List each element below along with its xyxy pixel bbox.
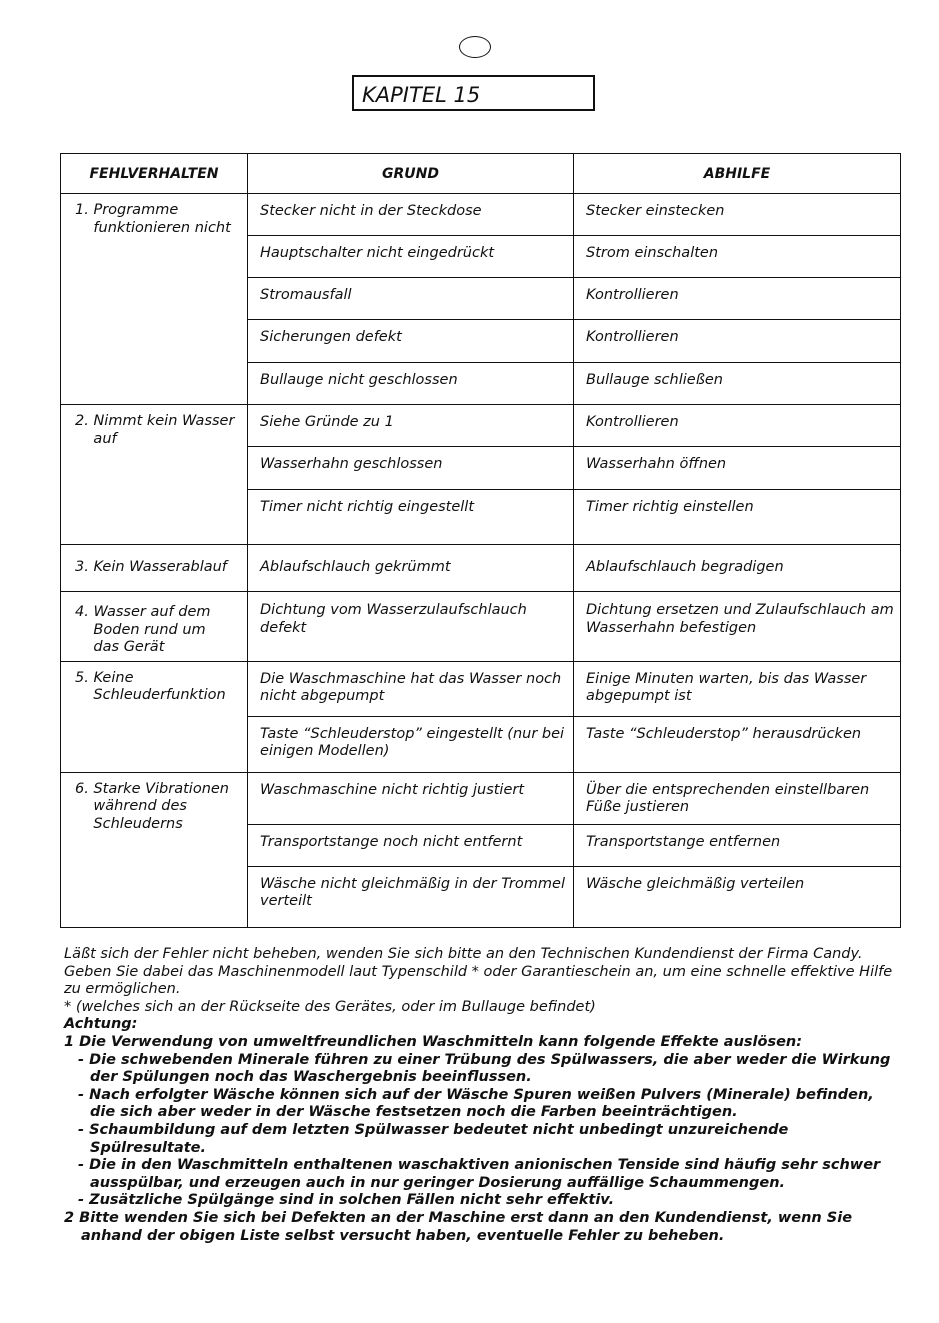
cause-cell: Stromausfall (248, 278, 574, 320)
symptom-cell (61, 405, 248, 545)
notes-section (64, 946, 904, 1245)
remedy-cell: Kontrollieren (574, 320, 901, 363)
remedy-cell: Kontrollieren (574, 405, 901, 447)
table-row (61, 545, 901, 592)
cause-cell: Timer nicht richtig eingestellt (248, 490, 574, 545)
symptom-text: 1. Programme funktionieren nicht (75, 202, 231, 236)
troubleshooting-table (60, 153, 901, 928)
cause-cell: Die Waschmaschine hat das Wasser noch nicht abgepumpt (248, 661, 574, 716)
remedy-cell: Ablaufschlauch begradigen (574, 545, 901, 592)
remedy-cell: Timer richtig einstellen (574, 490, 901, 545)
attention-title: Achtung: (64, 1016, 138, 1033)
remedy-cell: Taste “Schleuderstop” herausdrücken (574, 716, 901, 772)
country-oval-mark (459, 36, 491, 58)
cause-cell: Wäsche nicht gleichmäßig in der Trommel verteilt (248, 866, 574, 927)
remedy-cell: Wäsche gleichmäßig verteilen (574, 866, 901, 927)
symptom-cell (61, 661, 248, 772)
symptom-text: 2. Nimmt kein Wasser auf (75, 413, 235, 447)
symptom-cell (61, 592, 248, 662)
cause-cell: Wasserhahn geschlossen (248, 447, 574, 490)
column-header-symptom: FEHLVERHALTEN (61, 154, 248, 194)
cause-cell: Taste “Schleuderstop” eingestellt (nur bei einigen Modellen) (248, 716, 574, 772)
table-row (61, 405, 901, 447)
cause-cell: Ablaufschlauch gekrümmt (248, 545, 574, 592)
cause-cell: Hauptschalter nicht eingedrückt (248, 236, 574, 278)
symptom-text: 6. Starke Vibrationen während des Schleuderns (75, 780, 229, 832)
attention-item-1: 1 Die Verwendung von umweltfreundlichen Waschmitteln kann folgende Effekte auslösen: (64, 1033, 803, 1050)
table-row (61, 772, 901, 824)
cause-cell: Stecker nicht in der Steckdose (248, 194, 574, 236)
symptom-text: 3. Kein Wasserablauf (75, 559, 227, 575)
cause-cell: Transportstange noch nicht entfernt (248, 824, 574, 866)
remedy-cell: Kontrollieren (574, 278, 901, 320)
column-header-remedy: ABHILFE (574, 154, 901, 194)
remedy-cell: Über die entsprechenden einstellbaren Füße justieren (574, 772, 901, 824)
symptom-cell (61, 772, 248, 927)
cause-cell: Bullauge nicht geschlossen (248, 363, 574, 405)
table-row (61, 661, 901, 716)
table-row (61, 592, 901, 662)
attention-bullet: - Zusätzliche Spülgänge sind in solchen Fällen nicht sehr effektiv. (78, 1192, 615, 1209)
symptom-cell (61, 194, 248, 405)
chapter-title: KAPITEL 15 (352, 75, 595, 111)
remedy-cell: Einige Minuten warten, bis das Wasser abgepumpt ist (574, 661, 901, 716)
table-header-row (61, 154, 901, 194)
remedy-cell: Transportstange entfernen (574, 824, 901, 866)
attention-bullet: - Die in den Waschmitteln enthaltenen waschaktiven anionischen Tenside sind häufig sehr schwer ausspülbar, und erzeugen auch in nur geringer Dosierung auffällige Schaummengen. (78, 1157, 881, 1191)
remedy-cell: Wasserhahn öffnen (574, 447, 901, 490)
intro-paragraph: Läßt sich der Fehler nicht beheben, wenden Sie sich bitte an den Technischen Kundendienst der Firma Candy. Geben Sie dabei das Maschinenmodell laut Typenschild * oder Garantieschein an, um eine schnelle effektive Hilfe zu ermöglichen. (64, 946, 893, 998)
symptom-text: 4. Wasser auf dem Boden rund um das Gerät (75, 604, 211, 655)
attention-item-2: 2 Bitte wenden Sie sich bei Defekten an der Maschine erst dann an den Kundendienst, wenn Sie anhand der obigen Liste selbst versucht haben, eventuelle Fehler zu beheben. (64, 1209, 853, 1244)
cause-cell: Siehe Gründe zu 1 (248, 405, 574, 447)
attention-bullet: - Schaumbildung auf dem letzten Spülwasser bedeutet nicht unbedingt unzureichende Spülresultate. (78, 1121, 789, 1156)
attention-bullet: - Nach erfolgter Wäsche können sich auf der Wäsche Spuren weißen Pulvers (Minerale) befinden, die sich aber weder in der Wäsche festsetzen noch die Farben beeinträchtigen. (78, 1086, 874, 1121)
symptom-cell (61, 545, 248, 592)
remedy-cell: Stecker einstecken (574, 194, 901, 236)
cause-cell: Dichtung vom Wasserzulaufschlauch defekt (248, 592, 574, 662)
table-row (61, 194, 901, 236)
column-header-cause: GRUND (248, 154, 574, 194)
remedy-cell: Dichtung ersetzen und Zulaufschlauch am Wasserhahn befestigen (574, 592, 901, 662)
attention-bullet: - Die schwebenden Minerale führen zu einer Trübung des Spülwassers, die aber weder die Wirkung der Spülungen noch das Waschergebnis beeinflussen. (78, 1051, 891, 1086)
symptom-text: 5. Keine Schleuderfunktion (75, 669, 226, 703)
footnote: * (welches sich an der Rückseite des Gerätes, oder im Bullauge befindet) (64, 998, 596, 1015)
cause-cell: Sicherungen defekt (248, 320, 574, 363)
remedy-cell: Strom einschalten (574, 236, 901, 278)
cause-cell: Waschmaschine nicht richtig justiert (248, 772, 574, 824)
remedy-cell: Bullauge schließen (574, 363, 901, 405)
